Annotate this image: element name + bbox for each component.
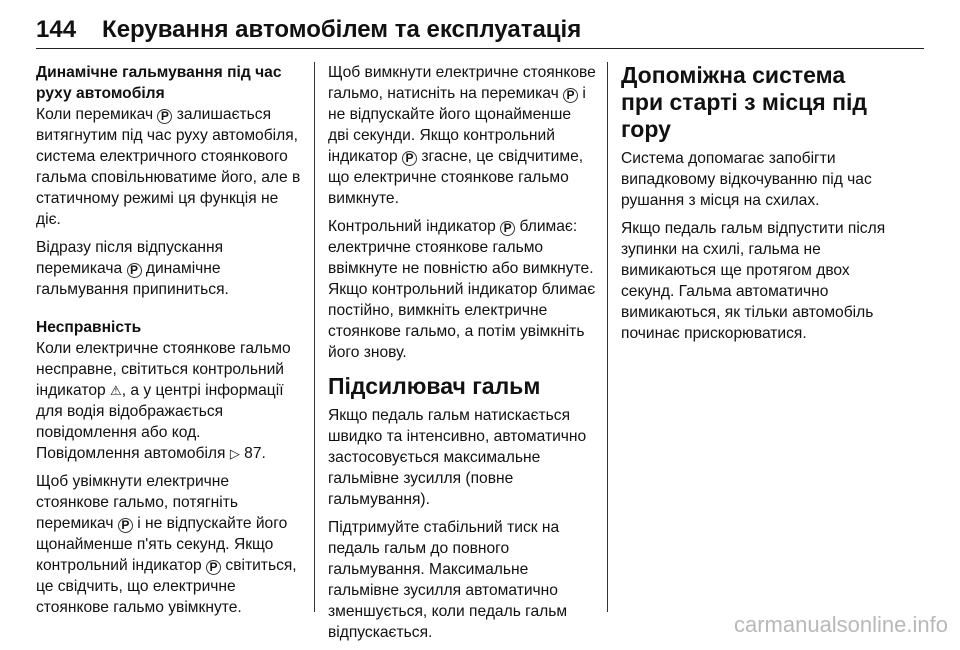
paragraph: Відразу після відпускання перемикача P динамічне гальмування припиниться. bbox=[36, 239, 229, 298]
section-heading-brake-assist: Підсилювач гальм bbox=[328, 373, 541, 399]
parking-brake-icon: P bbox=[563, 88, 578, 103]
section-heading-hill-start-assist: Допоміжна система при старті з місця під гору bbox=[621, 62, 867, 142]
paragraph: Щоб вимкнути електричне стоянкове гальмо, натисніть на перемикач P і не відпускайте його щонайменше дві секунди. Якщо контрольний індикатор P згасне, це свідчитиме, що електричне стоянкове гальмо вимкнуте. bbox=[328, 64, 596, 207]
section-heading-dynamic-braking: Динамічне гальмування під час руху автомобіля bbox=[36, 64, 282, 102]
paragraph: Коли перемикач P залишається витягнутим під час руху автомобіля, система електричного стоянкового гальма сповільнюватиме його, але в статичному режимі ця функція не діє. bbox=[36, 106, 301, 228]
paragraph: Щоб увімкнути електричне стоянкове гальмо, потягніть перемикач P і не відпускайте його щонайменше п'ять секунд. Якщо контрольний індикатор P світиться, це свідчить, що електричне стоянкове гальмо увімкнуте. bbox=[36, 473, 297, 616]
paragraph: Система допомагає запобігти випадковому відкочуванню під час рушання з місця на схилах. bbox=[621, 150, 872, 209]
parking-brake-icon: P bbox=[206, 560, 221, 575]
parking-brake-icon: P bbox=[157, 109, 172, 124]
paragraph: Підтримуйте стабільний тиск на педаль гальм до повного гальмування. Максимальне гальмівне зусилля автоматично зменшується, коли педаль гальм відпускається. bbox=[328, 519, 568, 641]
column-middle bbox=[328, 62, 596, 650]
section-heading-malfunction: Несправність bbox=[36, 319, 142, 336]
parking-brake-icon: P bbox=[402, 151, 417, 166]
watermark: carmanualsonline.info bbox=[733, 612, 948, 637]
warning-icon: ⚠ bbox=[110, 383, 122, 398]
column-divider bbox=[314, 62, 315, 612]
paragraph: Повідомлення автомобіля ▷ 87. bbox=[36, 445, 266, 462]
paragraph: Якщо педаль гальм відпустити після зупинки на схилі, гальма не вимикаються ще протягом двох секунд. Гальма автоматично вимикаються, як тільки автомобіль починає прискорюватися. bbox=[621, 220, 886, 342]
column-divider bbox=[607, 62, 608, 612]
parking-brake-icon: P bbox=[127, 263, 142, 278]
column-left bbox=[36, 62, 304, 625]
parking-brake-icon: P bbox=[118, 518, 133, 533]
parking-brake-icon: P bbox=[500, 221, 515, 236]
paragraph: Якщо педаль гальм натискається швидко та інтенсивно, автоматично застосовується максимальне гальмівне зусилля (повне гальмування). bbox=[328, 407, 587, 508]
paragraph: Коли електричне стоянкове гальмо несправне, світиться контрольний індикатор ⚠, а у центрі інформації для водія відображається повідомлення або код. bbox=[36, 340, 291, 441]
column-right bbox=[621, 62, 891, 351]
reference-arrow-icon: ▷ bbox=[229, 446, 240, 461]
page-title: Керування автомобілем та експлуатація bbox=[102, 16, 582, 43]
paragraph: Контрольний індикатор P блимає: електричне стоянкове гальмо ввімкнуте не повністю або вимкнуте. Якщо контрольний індикатор блимає постійно, вимкніть електричне стоянкове гальмо, а потім увімкніть його знову. bbox=[328, 218, 596, 361]
page-header bbox=[36, 16, 924, 49]
page-reference-link[interactable]: 87. bbox=[244, 445, 266, 462]
page-number: 144 bbox=[36, 16, 77, 43]
